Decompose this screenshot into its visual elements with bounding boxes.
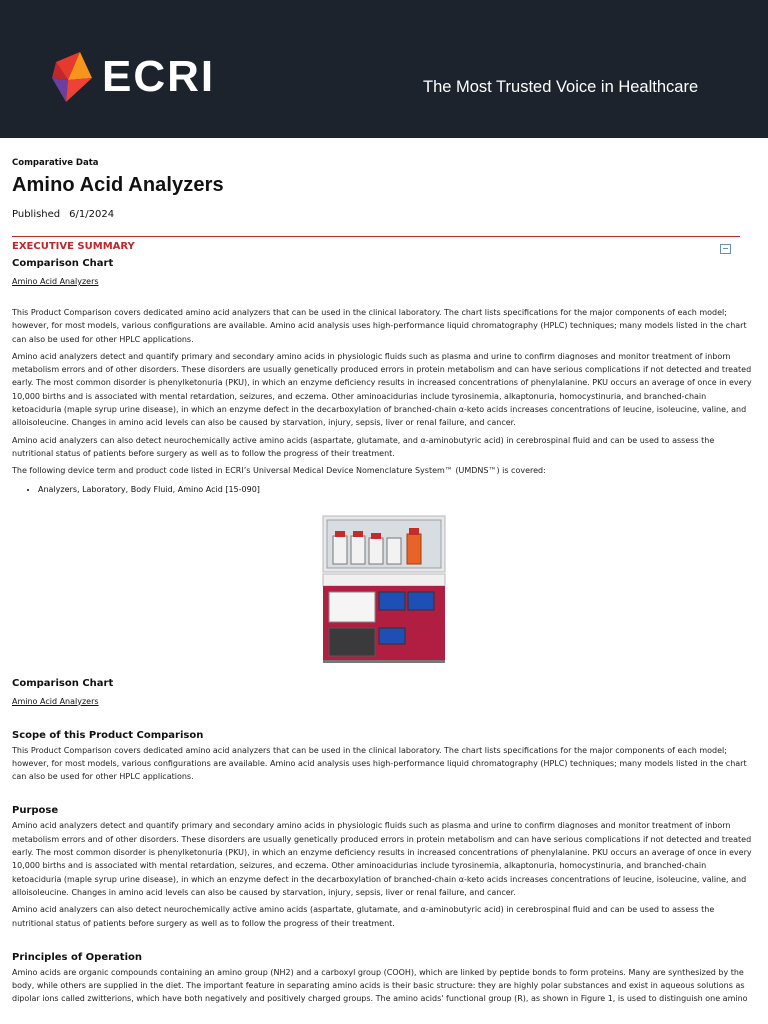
principles-heading: Principles of Operation <box>12 951 142 963</box>
ecri-logo-icon <box>52 50 92 104</box>
summary-paragraph-3: Amino acid analyzers can also detect neurochemically active amino acids (aspartate, glutamate, and α-aminobutyric acid) in cerebrospinal fluid and can be used to assess the nutritional status of patients before surgery as well as to follow the progress of their treatment. <box>12 435 715 458</box>
published-date: 6/1/2024 <box>69 209 115 220</box>
ecri-logo[interactable] <box>52 50 215 104</box>
comparison-chart-heading-2: Comparison Chart <box>12 677 114 689</box>
purpose-paragraph-2: Amino acid analyzers can also detect neurochemically active amino acids (aspartate, glutamate, and α-aminobutyric acid) in cerebrospinal fluid and can be used to assess the nutritional status of patients before surgery as well as to follow the progress of their treatment. <box>12 905 715 928</box>
logo-wordmark: ECRI <box>102 52 216 101</box>
exec-summary-header <box>12 236 740 254</box>
purpose-heading: Purpose <box>12 805 59 817</box>
published-label: Published <box>12 209 61 220</box>
device-term-list <box>12 485 756 494</box>
site-header <box>0 0 768 138</box>
comparison-chart-heading: Comparison Chart <box>12 258 114 269</box>
comparison-chart-link-2[interactable]: Amino Acid Analyzers <box>12 696 99 706</box>
summary-paragraph-2: Amino acid analyzers detect and quantify primary and secondary amino acids in physiologic fluids such as plasma and urine to confirm diagnoses and monitor treatment of inborn metabolism errors and of other disorders. These disorders are usually genetically produced errors in protein metabolism and can have serious complications if not detected and treated early. The most common disorder is phenylketonuria (PKU), in which an enzyme deficiency results in increased concentrations of phenylalanine. PKU occurs an average of once in every 10,000 births and is associated with mental retardation, seizures, and eczema. Other aminoacidurias include tyrosinemia, alkaptonuria, homocystinuria, and branched-chain ketoaciduria (maple syrup urine disease), in which an enzyme defect in the decarboxylation of branched-chain α-keto acids increases concentrations of leucine, isoleucine, valine, and alloisoleucine. Changes in amino acid levels can also be caused by starvation, injury, sepsis, liver or renal failure, and cancer. <box>12 351 752 428</box>
site-tagline: The Most Trusted Voice in Healthcare <box>423 78 699 96</box>
list-item: • Analyzers, Laboratory, Body Fluid, Amino Acid [15-090] <box>38 485 756 494</box>
collapse-icon[interactable] <box>720 244 731 254</box>
scope-paragraph: This Product Comparison covers dedicated amino acid analyzers that can be used in the clinical laboratory. The chart lists specifications for the major components of each model; however, for most models, various configurations are available. Amino acid analysis uses high-performance liquid chromatography (HPLC) techniques; many models listed in the chart can also be used for other HPLC applications. <box>12 745 747 782</box>
principles-paragraph: Amino acids are organic compounds containing an amino group (NH2) and a carboxyl group (COOH), which are linked by peptide bonds to form proteins. Many are synthesized by the body, while others are supplied in the diet. The important feature in separating amino acids is their basic structure: they are highly polar substances and exist in aqueous solutions as dipolar ions called zwitterions, which have both negatively and positively charged groups. The amino acids' functional group (R), as shown in Figure 1, is used to distinguish one amino <box>12 967 748 1004</box>
article-category: Comparative Data <box>12 158 99 168</box>
product-image <box>319 514 449 664</box>
summary-paragraph-1: This Product Comparison covers dedicated amino acid analyzers that can be used in the clinical laboratory. The chart lists specifications for the major components of each model; however, for most models, various configurations are available. Amino acid analysis uses high-performance liquid chromatography (HPLC) techniques; many models listed in the chart can also be used for other HPLC applications. <box>12 308 747 344</box>
scope-heading: Scope of this Product Comparison <box>12 729 204 741</box>
purpose-paragraph-1: Amino acid analyzers detect and quantify primary and secondary amino acids in physiologic fluids such as plasma and urine to confirm diagnoses and monitor treatment of inborn metabolism errors and of other disorders. These disorders are usually genetically produced errors in protein metabolism and can have serious complications if not detected and treated early. The most common disorder is phenylketonuria (PKU), in which an enzyme deficiency results in increased concentrations of phenylalanine. PKU occurs an average of once in every 10,000 births and is associated with mental retardation, seizures, and eczema. Other aminoacidurias include tyrosinemia, alkaptonuria, homocystinuria, and branched-chain ketoaciduria (maple syrup urine disease), in which an enzyme defect in the decarboxylation of branched-chain α-keto acids increases concentrations of leucine, isoleucine, valine, and alloisoleucine. Changes in amino acid levels can also be caused by starvation, injury, sepsis, liver or renal failure, and cancer. <box>12 821 752 897</box>
summary-paragraph-4: The following device term and product code listed in ECRI’s Universal Medical Device Nomenclature System™ (UMDNS™) is covered: <box>12 466 546 476</box>
article-content <box>0 158 768 1006</box>
published-line <box>12 209 756 220</box>
comparison-chart-link[interactable]: Amino Acid Analyzers <box>12 277 99 286</box>
amino-acid-analyzer-image <box>319 514 449 664</box>
exec-summary-heading: EXECUTIVE SUMMARY <box>12 241 135 252</box>
page-title: Amino Acid Analyzers <box>12 174 224 196</box>
